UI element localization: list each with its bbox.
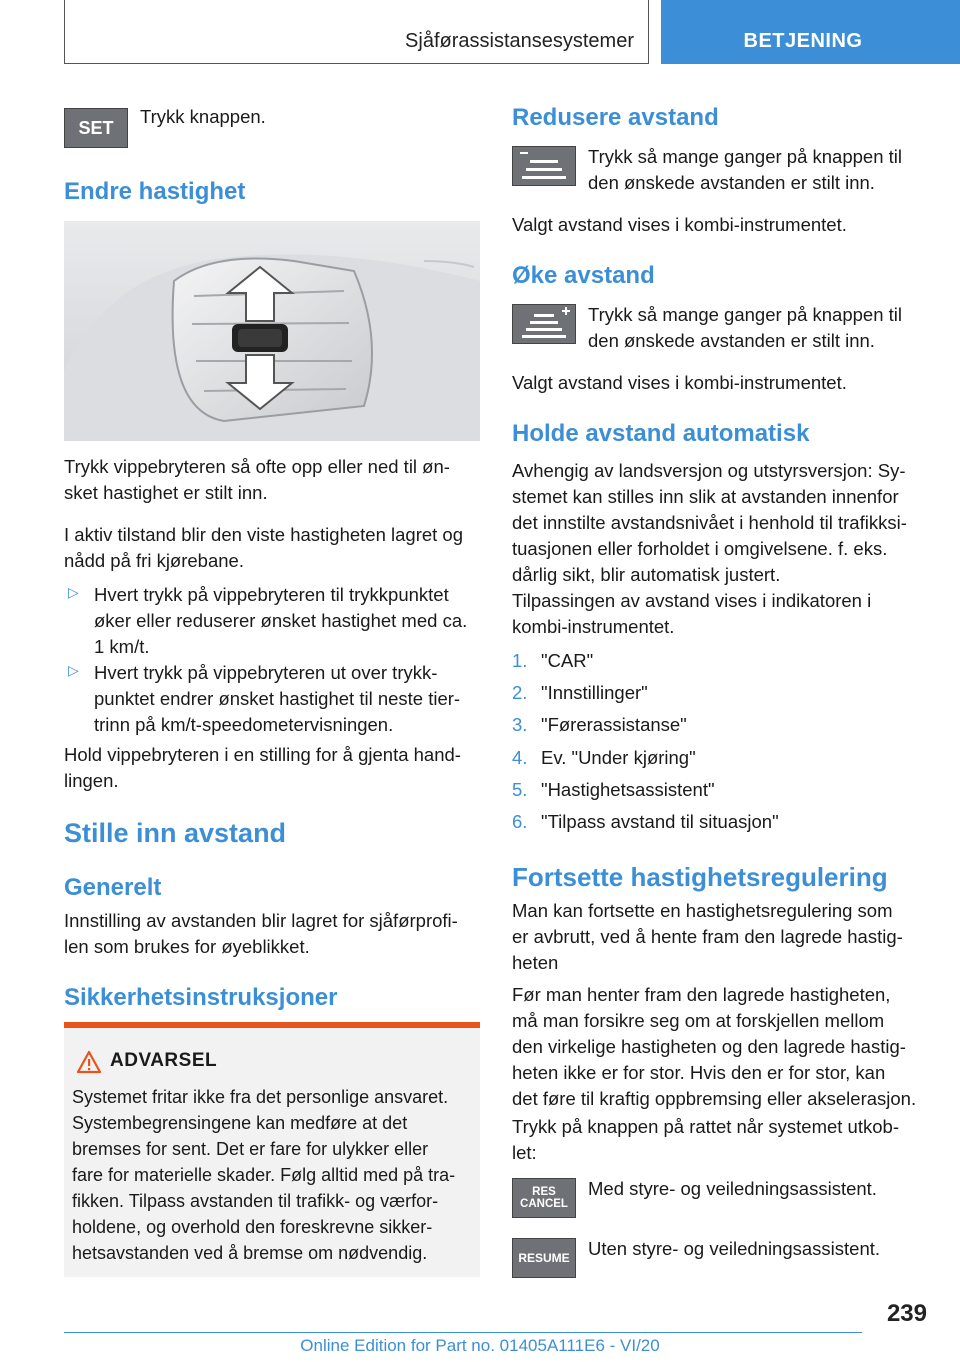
res-cancel-button-icon	[512, 1178, 576, 1218]
header-section-label: BETJENING	[743, 30, 863, 52]
resume-text: Uten styre- og veiledningsassistent.	[588, 1238, 881, 1259]
step-number: 1.	[512, 650, 528, 671]
heading-holde-avstand: Holde avstand automatisk	[512, 420, 810, 447]
paragraph-endre-2: I aktiv tilstand blir den viste hastigheten lagret og nådd på fri kjørebane.	[64, 524, 464, 571]
settings-steps-list	[512, 650, 928, 840]
resume-button-icon	[512, 1238, 576, 1278]
paragraph-fortsette-2: Før man henter fram den lagrede hastigheten, må man forsikre seg om at forskjellen mellom den virkelige hastigheten og den lagrede hastig- heten ikke er for stor. Hvis den er for stor, kan det føre til kraftig oppbremsing eller akselerasjon.	[512, 984, 917, 1109]
page-number: 239	[886, 1300, 927, 1327]
paragraph-fortsette-1: Man kan fortsette en hastighetsregulering som er avbrutt, ved å hente fram den lagrede hastig- heten	[512, 900, 903, 973]
step-text: "Førerassistanse"	[541, 714, 687, 735]
heading-endre-hastighet: Endre hastighet	[64, 178, 246, 205]
triangle-bullet-icon: ▷	[68, 584, 79, 600]
warning-text: Systemet fritar ikke fra det personlige ansvaret. Systembegrensingene kan medføre at det bremses for sent. Det er fare for ulykker eller fare for materielle skader. Følg alltid med på tra- fikken. Tilpass avstanden til trafikk- og værfor- holdene, og overhold den foreskrevne sikker- hetsavstanden ved å bremse om nødvendig.	[72, 1087, 456, 1263]
paragraph-endre-1: Trykk vippebryteren så ofte opp eller ned til øn- sket hastighet er stilt inn.	[64, 456, 450, 503]
step-number: 5.	[512, 779, 528, 800]
step-text: "Tilpass avstand til situasjon"	[541, 811, 779, 832]
res-cancel-text: Med styre- og veiledningsassistent.	[588, 1178, 877, 1199]
res-label: RES	[532, 1186, 556, 1198]
step-text: Ev. "Under kjøring"	[541, 747, 696, 768]
header-box	[64, 0, 649, 64]
step-number: 4.	[512, 747, 528, 768]
step-number: 2.	[512, 682, 528, 703]
steering-wheel-rocker-illustration	[64, 221, 480, 441]
footer-edition: Online Edition for Part no. 01405A111E6 - VI/20	[300, 1336, 660, 1355]
heading-stille-inn-avstand: Stille inn avstand	[64, 818, 287, 848]
list-item	[64, 660, 480, 738]
step-text: "CAR"	[541, 650, 594, 671]
heading-fortsette: Fortsette hastighetsregulering	[512, 862, 888, 892]
step-number: 3.	[512, 714, 528, 735]
step-text: "Innstillinger"	[541, 682, 648, 703]
list-item	[64, 582, 480, 660]
paragraph-hold: Hold vippebryteren i en stilling for å gjenta hand- lingen.	[64, 744, 461, 791]
header-section-tab	[661, 0, 960, 64]
warning-triangle-icon	[76, 1050, 102, 1074]
paragraph-fortsette-3: Trykk på knappen på rattet når systemet utkob- let:	[512, 1116, 899, 1163]
distance-decrease-button-icon	[512, 146, 576, 186]
triangle-bullet-icon: ▷	[68, 662, 79, 678]
paragraph-valgt-avstand-2: Valgt avstand vises i kombi-instrumentet.	[512, 372, 847, 393]
footer-divider	[64, 1332, 862, 1333]
set-instruction: Trykk knappen.	[140, 106, 266, 127]
paragraph-generelt: Innstilling av avstanden blir lagret for sjåførprofi- len som brukes for øyeblikket.	[64, 910, 458, 957]
resume-label: RESUME	[518, 1251, 570, 1265]
redusere-text: Trykk så mange ganger på knappen til den ønskede avstanden er stilt inn.	[588, 146, 902, 193]
set-button-label: SET	[78, 117, 114, 138]
warning-title: ADVARSEL	[110, 1050, 218, 1071]
paragraph-holde-1: Avhengig av landsversjon og utstyrsversjon: Sy- stemet kan stilles inn slik at avstanden innenfor det innstilte avstandsnivået i henhold til trafikksi- tuasjonen eller forholdet i omgivelsene. f. eks. dårlig sikt, blir automatisk justert.	[512, 460, 907, 585]
set-button-icon	[64, 108, 128, 148]
bullet-text: Hvert trykk på vippebryteren til trykkpunktet øker eller reduserer ønsket hastighet med ca. 1 km/t.	[94, 584, 468, 657]
heading-sikkerhetsinstruksjoner: Sikkerhetsinstruksjoner	[64, 984, 338, 1011]
warning-box	[64, 1022, 480, 1277]
header-title: Sjåførassistansesystemer	[405, 30, 634, 52]
bullet-text: Hvert trykk på vippebryteren ut over trykk- punktet endrer ønsket hastighet til neste tier- trinn på km/t-speedometervisningen.	[94, 662, 461, 735]
step-number: 6.	[512, 811, 528, 832]
cancel-label: CANCEL	[520, 1198, 568, 1210]
heading-redusere-avstand: Redusere avstand	[512, 104, 719, 131]
step-text: "Hastighetsassistent"	[541, 779, 715, 800]
heading-generelt: Generelt	[64, 874, 162, 901]
paragraph-holde-2: Tilpassingen av avstand vises i indikatoren i kombi-instrumentet.	[512, 590, 872, 637]
heading-oke-avstand: Øke avstand	[512, 262, 655, 289]
paragraph-valgt-avstand-1: Valgt avstand vises i kombi-instrumentet.	[512, 214, 847, 235]
oke-text: Trykk så mange ganger på knappen til den ønskede avstanden er stilt inn.	[588, 304, 902, 351]
distance-increase-button-icon	[512, 304, 576, 344]
